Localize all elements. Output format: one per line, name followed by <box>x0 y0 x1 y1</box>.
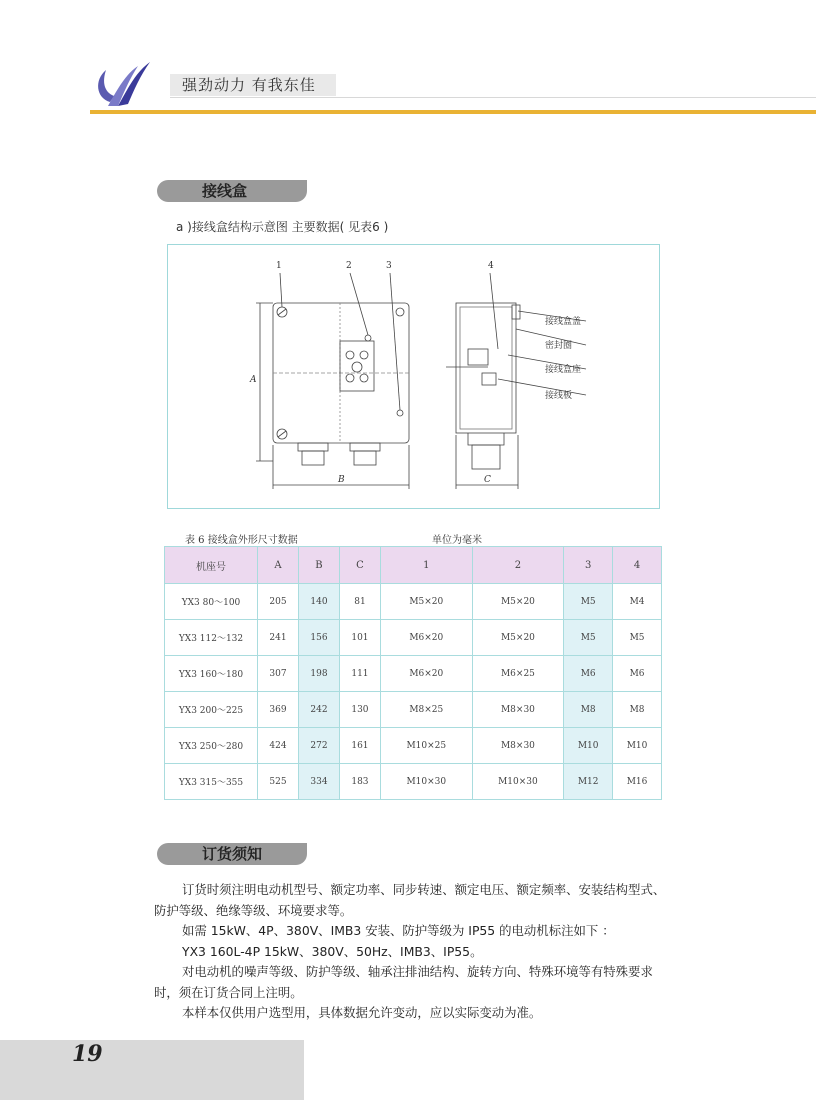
table-cell: 140 <box>298 584 339 620</box>
col-header: 2 <box>472 547 564 584</box>
col-header: 4 <box>613 547 662 584</box>
col-header: C <box>339 547 380 584</box>
col-header: 3 <box>564 547 613 584</box>
section-title-junction-box <box>157 180 307 202</box>
table-cell: M6×25 <box>472 656 564 692</box>
dim-label-c: C <box>484 475 491 485</box>
label-4: 4 <box>488 261 494 271</box>
table-cell: 161 <box>339 728 380 764</box>
dim-label-b: B <box>338 475 345 485</box>
table-cell: M10×25 <box>380 728 472 764</box>
table-cell: YX3 160～180 <box>165 656 258 692</box>
table-cell: M4 <box>613 584 662 620</box>
table-cell: M8×25 <box>380 692 472 728</box>
table-header-row <box>165 547 662 584</box>
label-1: 1 <box>276 261 282 271</box>
junction-box-drawing <box>167 244 660 509</box>
table-row <box>165 584 662 620</box>
table-cell: M10×30 <box>472 764 564 800</box>
table-cell: M10 <box>613 728 662 764</box>
note-paragraph: 订货时须注明电动机型号、额定功率、同步转速、额定电压、额定频率、安装结构型式、防护等级、绝缘等级、环境要求等。 <box>154 882 666 918</box>
table-cell: M6×20 <box>380 620 472 656</box>
page-number: 19 <box>72 1041 103 1067</box>
table-cell: YX3 315～355 <box>165 764 258 800</box>
table-row <box>165 764 662 800</box>
table-cell: 183 <box>339 764 380 800</box>
section-title-text: 订货须知 <box>202 845 263 863</box>
col-header: 1 <box>380 547 472 584</box>
callout-base: 接线盒座 <box>545 365 582 375</box>
table-cell: M8 <box>564 692 613 728</box>
ordering-notes <box>154 880 666 1024</box>
header-slogan: 强劲动力 有我东佳 <box>170 74 336 96</box>
footer-band <box>0 1040 304 1100</box>
table-cell: 198 <box>298 656 339 692</box>
table-row <box>165 656 662 692</box>
table-cell: 369 <box>258 692 299 728</box>
table-cell: M10×30 <box>380 764 472 800</box>
table-cell: YX3 200～225 <box>165 692 258 728</box>
table-cell: M5×20 <box>472 620 564 656</box>
note-paragraph: YX3 160L-4P 15kW、380V、50Hz、IMB3、IP55。 <box>182 943 483 959</box>
table-cell: M5 <box>613 620 662 656</box>
table-cell: 424 <box>258 728 299 764</box>
callout-cover: 接线盒盖 <box>545 317 582 327</box>
table-unit-note: 单位为毫米 <box>432 535 482 546</box>
table-cell: 205 <box>258 584 299 620</box>
table-cell: 241 <box>258 620 299 656</box>
note-paragraph: 对电动机的噪声等级、防护等级、轴承注排油结构、旋转方向、特殊环境等有特殊要求时，须在订货合同上注明。 <box>154 964 653 1000</box>
callout-seal: 密封圈 <box>545 341 573 351</box>
table-cell: M16 <box>613 764 662 800</box>
table-cell: M5×20 <box>380 584 472 620</box>
table-cell: 307 <box>258 656 299 692</box>
table-cell: M5 <box>564 620 613 656</box>
table-cell: 272 <box>298 728 339 764</box>
table-cell: M6×20 <box>380 656 472 692</box>
figure-caption: a )接线盒结构示意图 主要数据( 见表6 ) <box>176 220 389 234</box>
table-caption: 表 6 接线盒外形尺寸数据 <box>185 535 298 546</box>
callout-board: 接线板 <box>545 391 573 401</box>
table-row <box>165 728 662 764</box>
table-cell: M10 <box>564 728 613 764</box>
table-cell: 242 <box>298 692 339 728</box>
table-cell: 101 <box>339 620 380 656</box>
table-cell: 111 <box>339 656 380 692</box>
table-cell: M5×20 <box>472 584 564 620</box>
table-row <box>165 620 662 656</box>
section-title-ordering <box>157 843 307 865</box>
table-cell: M5 <box>564 584 613 620</box>
company-logo <box>88 58 158 110</box>
dim-label-a: A <box>250 375 257 385</box>
table-cell: 81 <box>339 584 380 620</box>
table-cell: 525 <box>258 764 299 800</box>
table-cell: YX3 80～100 <box>165 584 258 620</box>
table-cell: M8×30 <box>472 728 564 764</box>
section-title-text: 接线盒 <box>202 182 248 200</box>
table-cell: 334 <box>298 764 339 800</box>
note-paragraph: 本样本仅供用户选型用，具体数据允许变动，应以实际变动为准。 <box>182 1005 542 1020</box>
col-header: 机座号 <box>165 547 258 584</box>
table-cell: 156 <box>298 620 339 656</box>
table-cell: 130 <box>339 692 380 728</box>
label-2: 2 <box>346 261 352 271</box>
note-paragraph: 如需 15kW、4P、380V、IMB3 安装、防护等级为 IP55 的电动机标注如下 ： <box>182 923 615 938</box>
table-cell: M6 <box>613 656 662 692</box>
table-cell: M8×30 <box>472 692 564 728</box>
header-top-rule <box>170 97 816 98</box>
col-header: B <box>298 547 339 584</box>
drawing-svg <box>168 245 658 507</box>
label-3: 3 <box>386 261 392 271</box>
table-cell: M8 <box>613 692 662 728</box>
table-cell: YX3 250～280 <box>165 728 258 764</box>
table-cell: M12 <box>564 764 613 800</box>
table-cell: M6 <box>564 656 613 692</box>
table-row <box>165 692 662 728</box>
col-header: A <box>258 547 299 584</box>
table-cell: YX3 112～132 <box>165 620 258 656</box>
dimensions-table <box>164 546 662 800</box>
header-accent-rule <box>90 110 816 114</box>
